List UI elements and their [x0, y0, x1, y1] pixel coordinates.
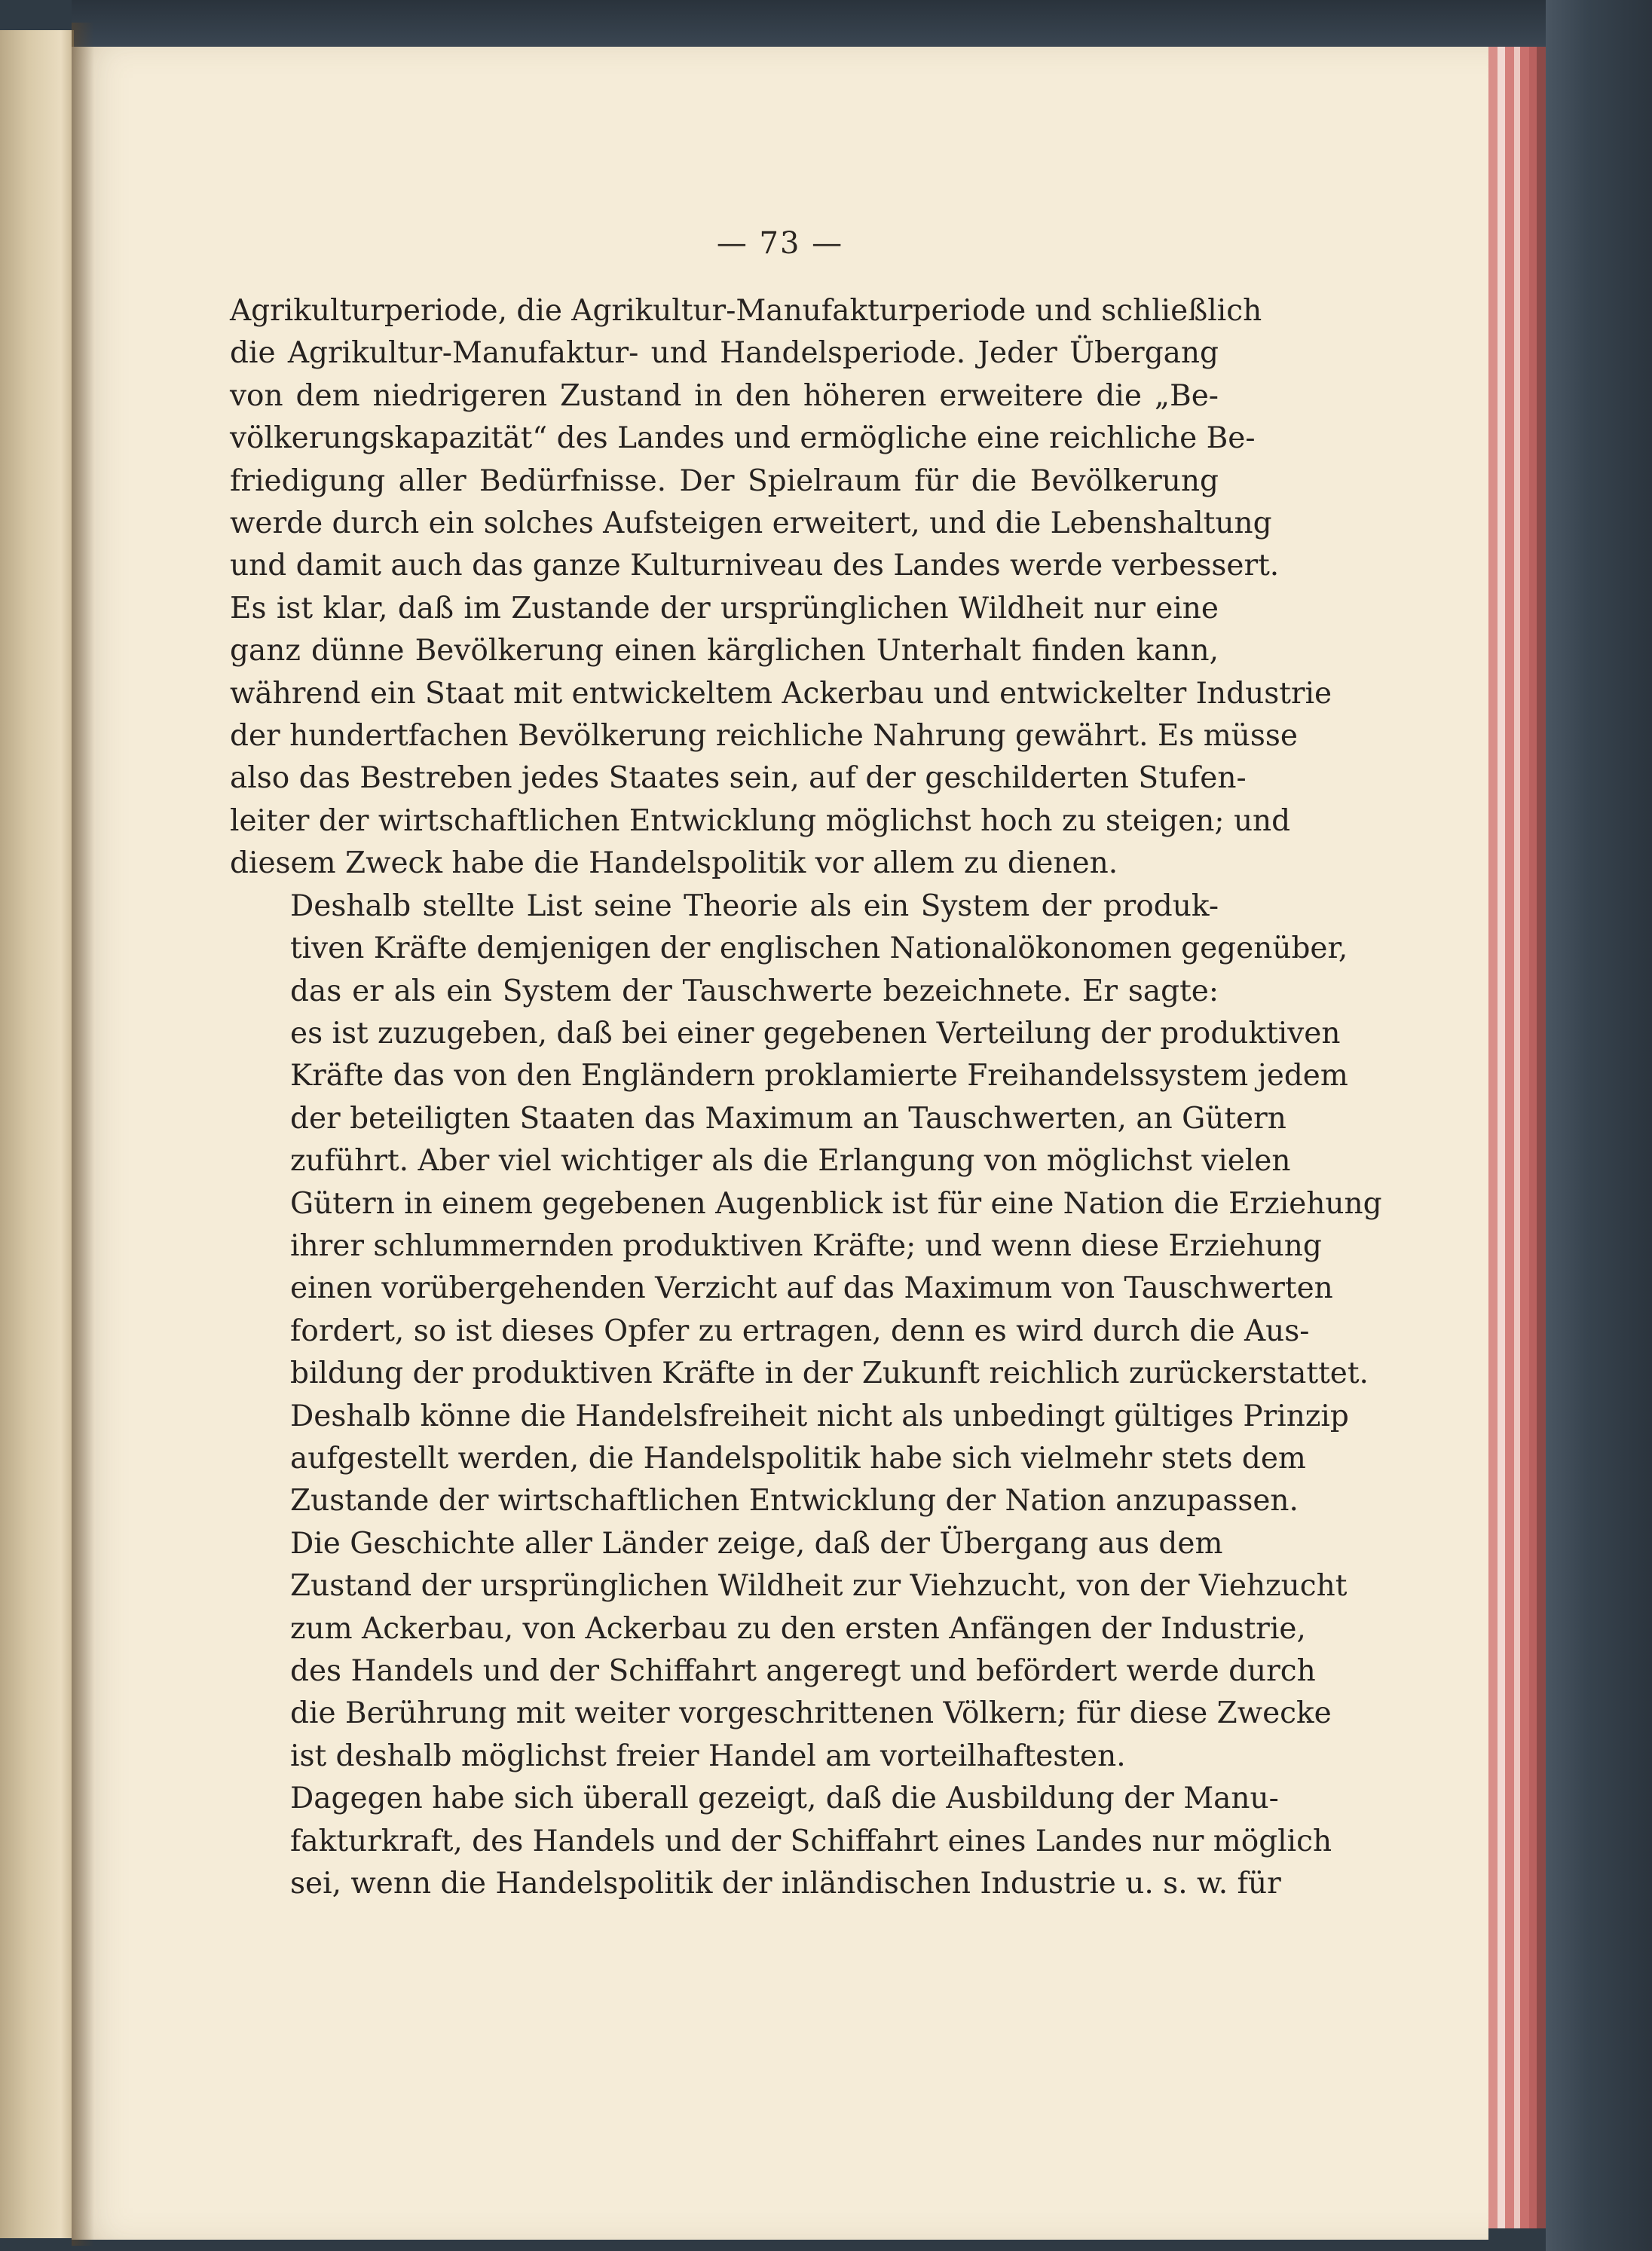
text-line: der beteiligten Staaten das Maximum an Tauschwerten, an Gütern — [290, 1101, 1286, 1136]
page-number: — 73 — — [716, 226, 844, 261]
text-line: diesem Zweck habe die Handelspolitik vor allem zu dienen. — [230, 846, 1118, 881]
text-line: also das Bestreben jedes Staates sein, auf der geschilderten Stufen- — [230, 761, 1247, 796]
page-edge — [1520, 47, 1529, 2228]
text-line: fordert, so ist dieses Opfer zu ertragen, denn es wird durch die Aus- — [290, 1314, 1310, 1348]
text-line: ist deshalb möglichst freier Handel am vorteilhaftesten. — [290, 1739, 1126, 1773]
page-edge — [1529, 47, 1537, 2228]
text-line: des Handels und der Schiffahrt angeregt und befördert werde durch — [290, 1654, 1316, 1688]
text-line: während ein Staat mit entwickeltem Ackerbau und entwickelter Industrie — [230, 676, 1332, 711]
text-line: und damit auch das ganze Kulturniveau des Landes werde verbessert. — [230, 549, 1280, 583]
text-line: das er als ein System der Tauschwerte bezeichnete. Er sagte: — [290, 974, 1219, 1008]
previous-page-edge — [0, 30, 74, 2238]
text-line: von dem niedrigeren Zustand in den höheren erweitere die „Be- — [230, 378, 1219, 413]
text-line: der hundertfachen Bevölkerung reichliche Nahrung gewährt. Es müsse — [230, 719, 1298, 754]
text-line: sei, wenn die Handelspolitik der inländischen Industrie u. s. w. für — [290, 1867, 1281, 1901]
text-line: Die Geschichte aller Länder zeige, daß der Übergang aus dem — [290, 1526, 1223, 1561]
paragraph — [230, 1523, 1348, 1778]
text-line: Zustand der ursprünglichen Wildheit zur Viehzucht, von der Viehzucht — [290, 1569, 1348, 1604]
paragraph — [230, 885, 1382, 1523]
text-line: die Berührung mit weiter vorgeschrittenen Völkern; für diese Zwecke — [290, 1696, 1332, 1731]
book-cover-right — [1546, 0, 1652, 2251]
text-line: Deshalb stellte List seine Theorie als ein System der produk- — [290, 888, 1219, 923]
text-line: Deshalb könne die Handelsfreiheit nicht als unbedingt gültiges Prinzip — [290, 1399, 1349, 1433]
text-line: Kräfte das von den Engländern proklamierte Freihandelssystem jedem — [290, 1059, 1348, 1093]
page-edge — [1498, 47, 1505, 2228]
text-line: ganz dünne Bevölkerung einen kärglichen Unterhalt finden kann, — [230, 634, 1219, 668]
text-line: Dagegen habe sich überall gezeigt, daß die Ausbildung der Manu- — [290, 1782, 1279, 1816]
text-line: ihrer schlummernden produktiven Kräfte; und wenn diese Erziehung — [290, 1228, 1322, 1263]
text-line: werde durch ein solches Aufsteigen erweitert, und die Lebenshaltung — [230, 506, 1272, 541]
page-edge — [1537, 47, 1546, 2228]
paragraph — [230, 1778, 1332, 1905]
page-edge — [1514, 47, 1520, 2228]
page-edge — [1488, 47, 1498, 2228]
text-line: Gütern in einem gegebenen Augenblick ist für eine Nation die Erziehung — [290, 1186, 1382, 1221]
text-line: einen vorübergehenden Verzicht auf das Maximum von Tauschwerten — [290, 1271, 1333, 1306]
text-line: aufgestellt werden, die Handelspolitik habe sich vielmehr stets dem — [290, 1441, 1306, 1476]
text-line: es ist zuzugeben, daß bei einer gegebenen Verteilung der produktiven — [290, 1016, 1341, 1051]
paragraph — [230, 290, 1332, 885]
text-line: fakturkraft, des Handels und der Schiffahrt eines Landes nur möglich — [290, 1824, 1332, 1858]
book-cover-top — [72, 0, 1546, 47]
text-line: Zustande der wirtschaftlichen Entwicklung der Nation anzupassen. — [290, 1484, 1299, 1519]
text-line: tiven Kräfte demjenigen der englischen Nationalökonomen gegenüber, — [290, 931, 1348, 966]
text-line: völkerungskapazität“ des Landes und ermögliche eine reichliche Be- — [230, 421, 1256, 456]
text-line: die Agrikultur-Manufaktur- und Handelsperiode. Jeder Übergang — [230, 336, 1219, 371]
body-text — [230, 290, 1382, 1905]
text-line: Es ist klar, daß im Zustande der ursprünglichen Wildheit nur eine — [230, 591, 1219, 625]
spine-shadow — [72, 23, 94, 2246]
text-line: Agrikulturperiode, die Agrikultur-Manufakturperiode und schließlich — [230, 294, 1262, 328]
text-line: zum Ackerbau, von Ackerbau zu den ersten Anfängen der Industrie, — [290, 1611, 1306, 1646]
text-line: leiter der wirtschaftlichen Entwicklung möglichst hoch zu steigen; und — [230, 803, 1291, 838]
text-line: friedigung aller Bedürfnisse. Der Spielraum für die Bevölkerung — [230, 463, 1219, 498]
text-line: bildung der produktiven Kräfte in der Zukunft reichlich zurückerstattet. — [290, 1356, 1369, 1391]
page-edge — [1505, 47, 1514, 2228]
text-line: zuführt. Aber viel wichtiger als die Erlangung von möglichst vielen — [290, 1144, 1291, 1179]
